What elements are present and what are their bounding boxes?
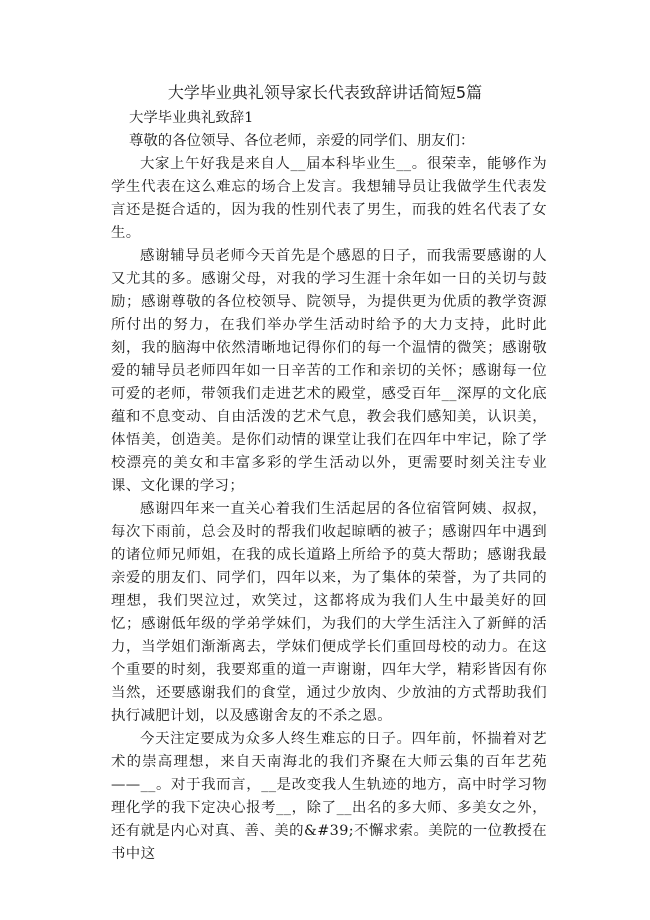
section-subtitle: 大学毕业典礼致辞1 [129,110,254,126]
paragraph-3: 感谢四年来一直关心着我们生活起居的各位宿管阿姨、叔叔，每次下雨前，总会及时的帮我们收起晾晒的被子；感谢四年中遇到的诸位师兄师姐，在我的成长道路上所给予的莫大帮助；感谢我最亲爱的朋友们、同学们，四年以来，为了集体的荣誉，为了共同的理想，我们哭泣过，欢笑过，这都将成为我们人生中最美好的回忆；感谢低年级的学弟学妹们，为我们的大学生活注入了新鲜的活力，当学姐们渐渐离去，学妹们便成学长们重回母校的动力。在这个重要的时刻，我要郑重的道一声谢谢，四年大学，精彩皆因有你当然，还要感谢我们的食堂，通过少放肉、少放油的方式帮助我们执行减肥计划，以及感谢舍友的不杀之恩。 [111,501,547,724]
paragraph-1: 大家上午好我是来自人__届本科毕业生__。很荣幸，能够作为学生代表在这么难忘的场合上发言。我想辅导员让我做学生代表发言还是挺合适的，因为我的性别代表了男生，而我的姓名代表了女生。 [111,156,547,241]
paragraph-2: 感谢辅导员老师今天首先是个感恩的日子，而我需要感谢的人又尤其的多。感谢父母，对我的学习生涯十余年如一日的关切与鼓励；感谢尊敬的各位校领导、院领导，为提供更为优质的教学资源所付出的努力，在我们举办学生活动时给予的大力支持，此时此刻，我的脑海中依然清晰地记得你们的每一个温情的微笑；感谢敬爱的辅导员老师四年如一日辛苦的工作和亲切的关怀；感谢每一位可爱的老师，带领我们走进艺术的殿堂，感受百年__深厚的文化底蕴和不息变动、自由活泼的艺术气息，教会我们感知美，认识美，体悟美，创造美。是你们动情的课堂让我们在四年中牢记，除了学校漂亮的美女和丰富多彩的学生活动以外，更需要时刻关注专业课、文化课的学习； [111,248,547,494]
document-body [111,107,547,866]
document-title: 大学毕业典礼领导家长代表致辞讲话简短5篇 [167,83,483,102]
paragraph-4: 今天注定要成为众多人终生难忘的日子。四年前，怀揣着对艺术的崇高理想，来自天南海北的我们齐聚在大师云集的百年艺苑——__。对于我而言，__是改变我人生轨迹的地方，高中时学习物理化学的我下定决心报考__，除了__出名的多大师、多美女之外，还有就是内心对真、善、美的&#39;不懈求索。美院的一位教授在书中这 [111,731,547,862]
greeting-line: 尊敬的各位领导、各位老师，亲爱的同学们、朋友们： [129,133,475,149]
